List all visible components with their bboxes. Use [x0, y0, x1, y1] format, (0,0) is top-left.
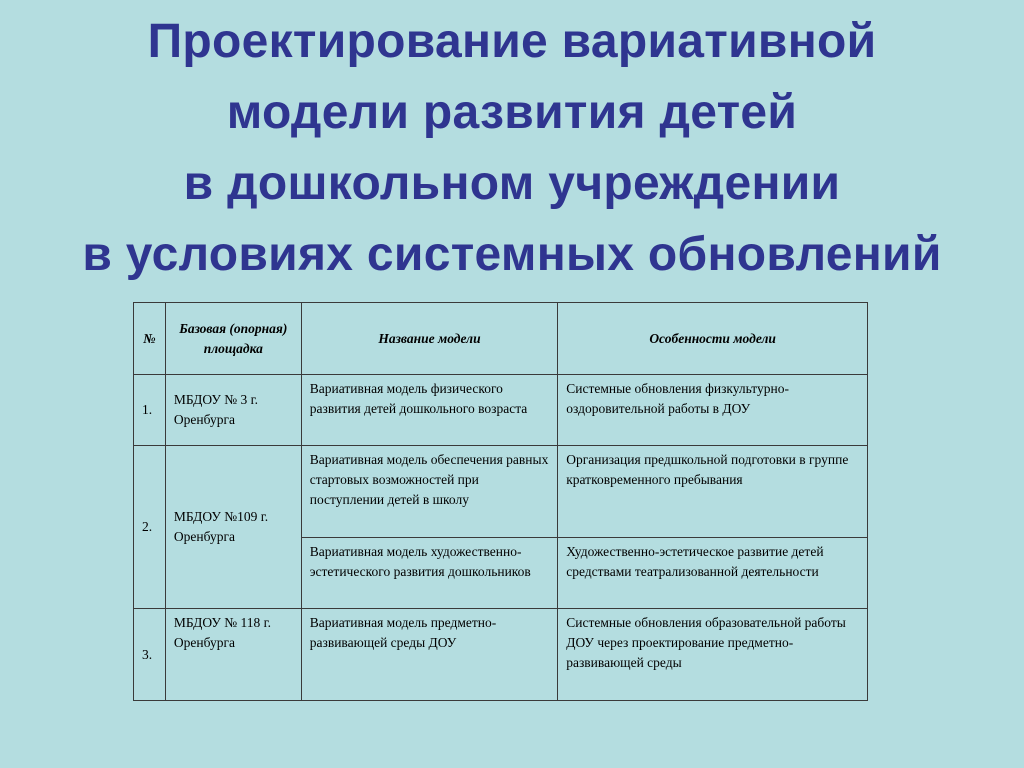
model-name-cell: Вариативная модель физического развития детей дошкольного возраста [301, 375, 557, 446]
row-number: 1. [134, 375, 166, 446]
model-features-cell: Художественно-эстетическое развитие детей средствами театрализованной деятельности [558, 538, 868, 609]
title-line-4: в условиях системных обновлений [82, 228, 942, 281]
model-features-cell: Организация предшкольной подготовки в группе кратковременного пребывания [558, 446, 868, 538]
table-row [134, 609, 868, 701]
base-site-cell: МБДОУ № 118 г. Оренбурга [165, 609, 301, 701]
model-name-cell: Вариативная модель предметно-развивающей среды ДОУ [301, 609, 557, 701]
header-model-features: Особенности модели [558, 303, 868, 375]
header-model-name: Название модели [301, 303, 557, 375]
models-table [133, 302, 868, 701]
model-name-cell: Вариативная модель обеспечения равных стартовых возможностей при поступлении детей в школу [301, 446, 557, 538]
base-site-cell: МБДОУ № 3 г. Оренбурга [165, 375, 301, 446]
row-number: 2. [134, 446, 166, 609]
title-line-2: модели развития детей [226, 86, 798, 139]
table-row [134, 446, 868, 538]
header-base-site: Базовая (опорная) площадка [165, 303, 301, 375]
row-number: 3. [134, 609, 166, 701]
slide-title [0, 6, 1024, 290]
title-line-3: в дошкольном учреждении [183, 157, 841, 210]
base-site-cell: МБДОУ №109 г. Оренбурга [165, 446, 301, 609]
model-features-cell: Системные обновления образовательной работы ДОУ через проектирование предметно-развивающей среды [558, 609, 868, 701]
table-row [134, 375, 868, 446]
table-header-row [134, 303, 868, 375]
model-features-cell: Системные обновления физкультурно-оздоровительной работы в ДОУ [558, 375, 868, 446]
header-number: № [134, 303, 166, 375]
title-line-1: Проектирование вариативной [147, 15, 877, 68]
model-name-cell: Вариативная модель художественно-эстетического развития дошкольников [301, 538, 557, 609]
